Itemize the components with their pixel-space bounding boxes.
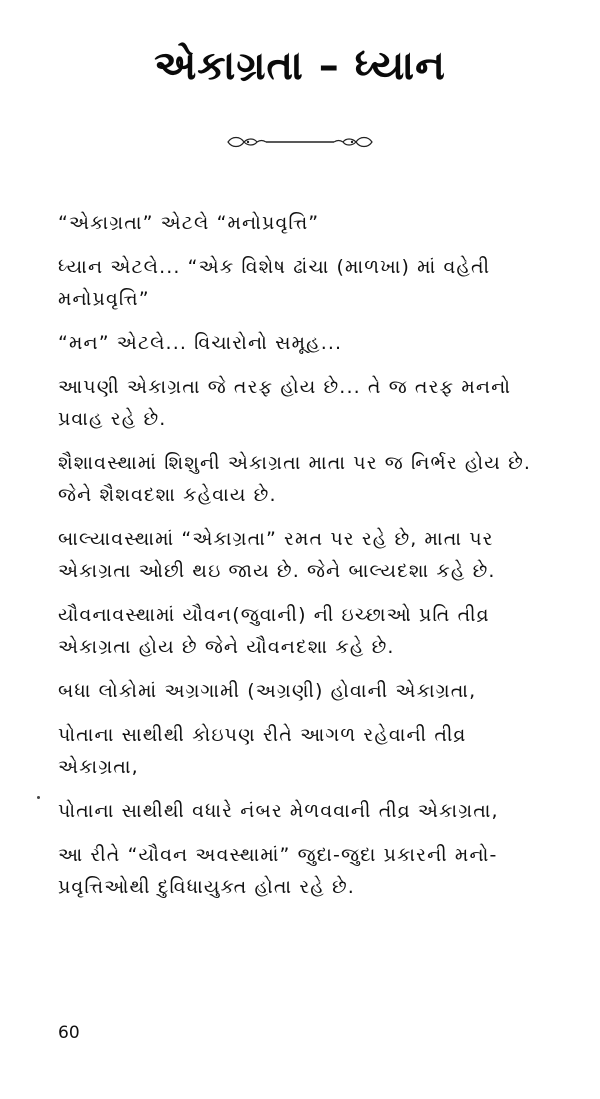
paragraph: આ રીતે “યૌવન અવસ્થામાં” જુદા-જુદા પ્રકારની મનો-પ્રવૃત્તિઓથી દુવિધાયુક્ત હોતા રહે છે. — [58, 844, 498, 898]
page-number: 60 — [58, 1023, 80, 1043]
paragraph: “મન” એટલે... વિચારોનો સમૂહ... — [58, 332, 343, 354]
paragraph: “એકાગ્રતા” એટલે “મનોપ્રવૃત્તિ” — [58, 212, 320, 234]
paragraph: પોતાના સાથીથી વધારે નંબર મેળવવાની તીવ્ર એકાગ્રતા, — [58, 800, 499, 822]
paragraph: યૌવનાવસ્થામાં યૌવન(જુવાની) ની ઇચ્છાઓ પ્રતિ તીવ્ર એકાગ્રતા હોય છે જેને યૌવનદશા કહે છે. — [58, 604, 490, 658]
body-text — [58, 207, 548, 915]
paragraph: બધા લોકોમાં અગ્રગામી (અગ્રણી) હોવાની એકાગ્રતા, — [58, 680, 477, 702]
flourish-divider-icon — [224, 130, 376, 154]
page-title: એકાગ્રતા – ધ્યાન — [154, 43, 446, 89]
paragraph: શૈશાવસ્થામાં શિશુની એકાગ્રતા માતા પર જ નિર્ભર હોય છે. જેને શૈશવદશા કહેવાય છે. — [58, 452, 531, 506]
paragraph: ધ્યાન એટલે... “એક વિશેષ ઢાંચા (માળખા) માં વહેતી મનોપ્રવૃત્તિ” — [58, 256, 491, 310]
paragraph: પોતાના સાથીથી કોઇપણ રીતે આગળ રહેવાની તીવ્ર એકાગ્રતા, — [58, 724, 467, 778]
ink-dot — [37, 796, 40, 799]
paragraph: બાલ્યાવસ્થામાં “એકાગ્રતા” રમત પર રહે છે, માતા પર એકાગ્રતા ઓછી થઇ જાય છે. જેને બાલ્યદશા કહે છે. — [58, 528, 496, 582]
paragraph: આપણી એકાગ્રતા જે તરફ હોય છે... તે જ તરફ મનનો પ્રવાહ રહે છે. — [58, 376, 512, 430]
